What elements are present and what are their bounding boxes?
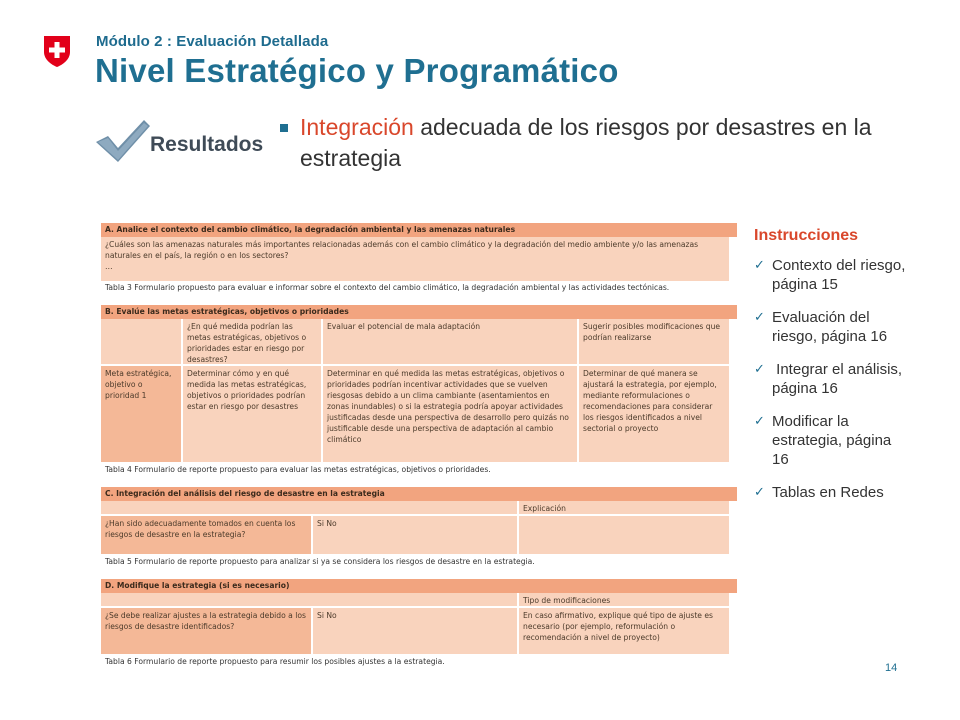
section-c-header: C. Integración del análisis del riesgo de desastre en la estrategia [101,487,737,501]
instructions-list [752,256,912,516]
check-bullet-icon: ✓ [754,413,765,428]
module-subtitle: Módulo 2 : Evaluación Detallada [96,33,329,50]
instructions-title: Instrucciones [754,227,859,244]
section-b-empty-cell [101,319,181,364]
section-c-question: ¿Han sido adecuadamente tomados en cuenta los riesgos de desastre en la estrategia? [101,516,311,554]
instruction-item-text: Integrar el análisis, página 16 [772,361,907,397]
check-bullet-icon: ✓ [754,309,765,324]
check-bullet-icon: ✓ [754,257,765,272]
section-b-row-c2: Determinar en qué medida las metas estratégicas, objetivos o prioridades podrían incentivar actividades que se vuelven riesgosas debido a un clima cambiante (asentamientos en zonas inundables) o si la estrategia podría apoyar actividades justificadas desde una perspectiva de desarrollo pero quizás no justificable desde una perspectiva de adaptación al cambio climático [323,366,577,462]
swiss-cross-shield-icon [42,34,72,68]
section-a-header: A. Analice el contexto del cambio climático, la degradación ambiental y las amenazas naturales [101,223,737,237]
page-title: Nivel Estratégico y Programático [95,52,619,89]
report-form-image [101,223,729,669]
table4-caption: Tabla 4 Formulario de reporte propuesto para evaluar las metas estratégicas, objetivos o prioridades. [101,463,729,477]
table3-caption: Tabla 3 Formulario propuesto para evaluar e informar sobre el contexto del cambio climático, la degradación ambiental y las actividades tectónicas. [101,281,729,305]
section-d-col-type: Tipo de modificaciones [519,593,729,606]
section-c-yes-no: Si No [313,516,517,554]
section-b-row-c1: Determinar cómo y en qué medida las metas estratégicas, objetivos o prioridades podrían estar en riesgo por desastres [183,366,321,462]
instruction-item-text: Tablas en Redes [772,484,884,501]
check-bullet-icon: ✓ [754,361,765,376]
table6-caption: Tabla 6 Formulario de reporte propuesto para resumir los posibles ajustes a la estrategia. [101,655,729,669]
instruction-item-text: Modificar la estrategia, página 16 [772,413,892,468]
section-c-col-explanation: Explicación [519,501,729,514]
section-d-empty-cell [101,593,517,606]
instruction-item [752,483,912,502]
section-c-answer-cell [519,516,729,554]
section-a-question-text: ¿Cuáles son las amenazas naturales más importantes relacionadas además con el cambio climático y la degradación del medio ambiente y/o las amenazas naturales en el país, la región o en los sectores? [105,240,699,260]
results-bullet [280,112,920,174]
section-a-ellipsis: … [105,262,113,271]
section-b-row-c3: Determinar de qué manera se ajustará la estrategia, por ejemplo, mediante reformulaciones o recomendaciones para considerar los riesgos identificados a nivel sectorial o proyecto [579,366,729,462]
section-d-yes-no: Si No [313,608,517,654]
section-c-empty-cell [101,501,517,514]
page-number: 14 [885,662,898,674]
section-a-question [101,237,729,281]
results-label: Resultados [150,133,264,156]
section-b-col2: Evaluar el potencial de mala adaptación [323,319,577,364]
table5-caption: Tabla 5 Formulario de reporte propuesto para analizar si ya se considera los riesgos de desastre en la estrategia. [101,555,729,569]
section-d-question: ¿Se debe realizar ajustes a la estrategia debido a los riesgos de desastre identificados? [101,608,311,654]
instruction-item [752,412,912,469]
bullet-text: adecuada de los riesgos por desastres en la estrategia [300,114,872,171]
section-b-col1: ¿En qué medida podrían las metas estratégicas, objetivos o prioridades estar en riesgo por desastres? [183,319,321,364]
instruction-item [752,360,912,398]
section-b-row-label: Meta estratégica, objetivo o prioridad 1 [101,366,181,462]
section-d-answer: En caso afirmativo, explique qué tipo de ajuste es necesario (por ejemplo, reformulación o recomendación a nivel de proyecto) [519,608,729,654]
section-b-col3: Sugerir posibles modificaciones que podrían realizarse [579,319,729,364]
check-bullet-icon: ✓ [754,484,765,499]
section-d-header: D. Modifique la estrategia (si es necesario) [101,579,737,593]
section-b-header: B. Evalúe las metas estratégicas, objetivos o prioridades [101,305,737,319]
bullet-highlight: Integración [300,114,414,140]
instruction-item [752,308,912,346]
instruction-item-text: Contexto del riesgo, página 15 [772,257,906,293]
instruction-item [752,256,912,294]
square-bullet-icon [280,124,288,132]
instruction-item-text: Evaluación del riesgo, página 16 [772,309,888,345]
checkmark-icon [92,118,152,164]
